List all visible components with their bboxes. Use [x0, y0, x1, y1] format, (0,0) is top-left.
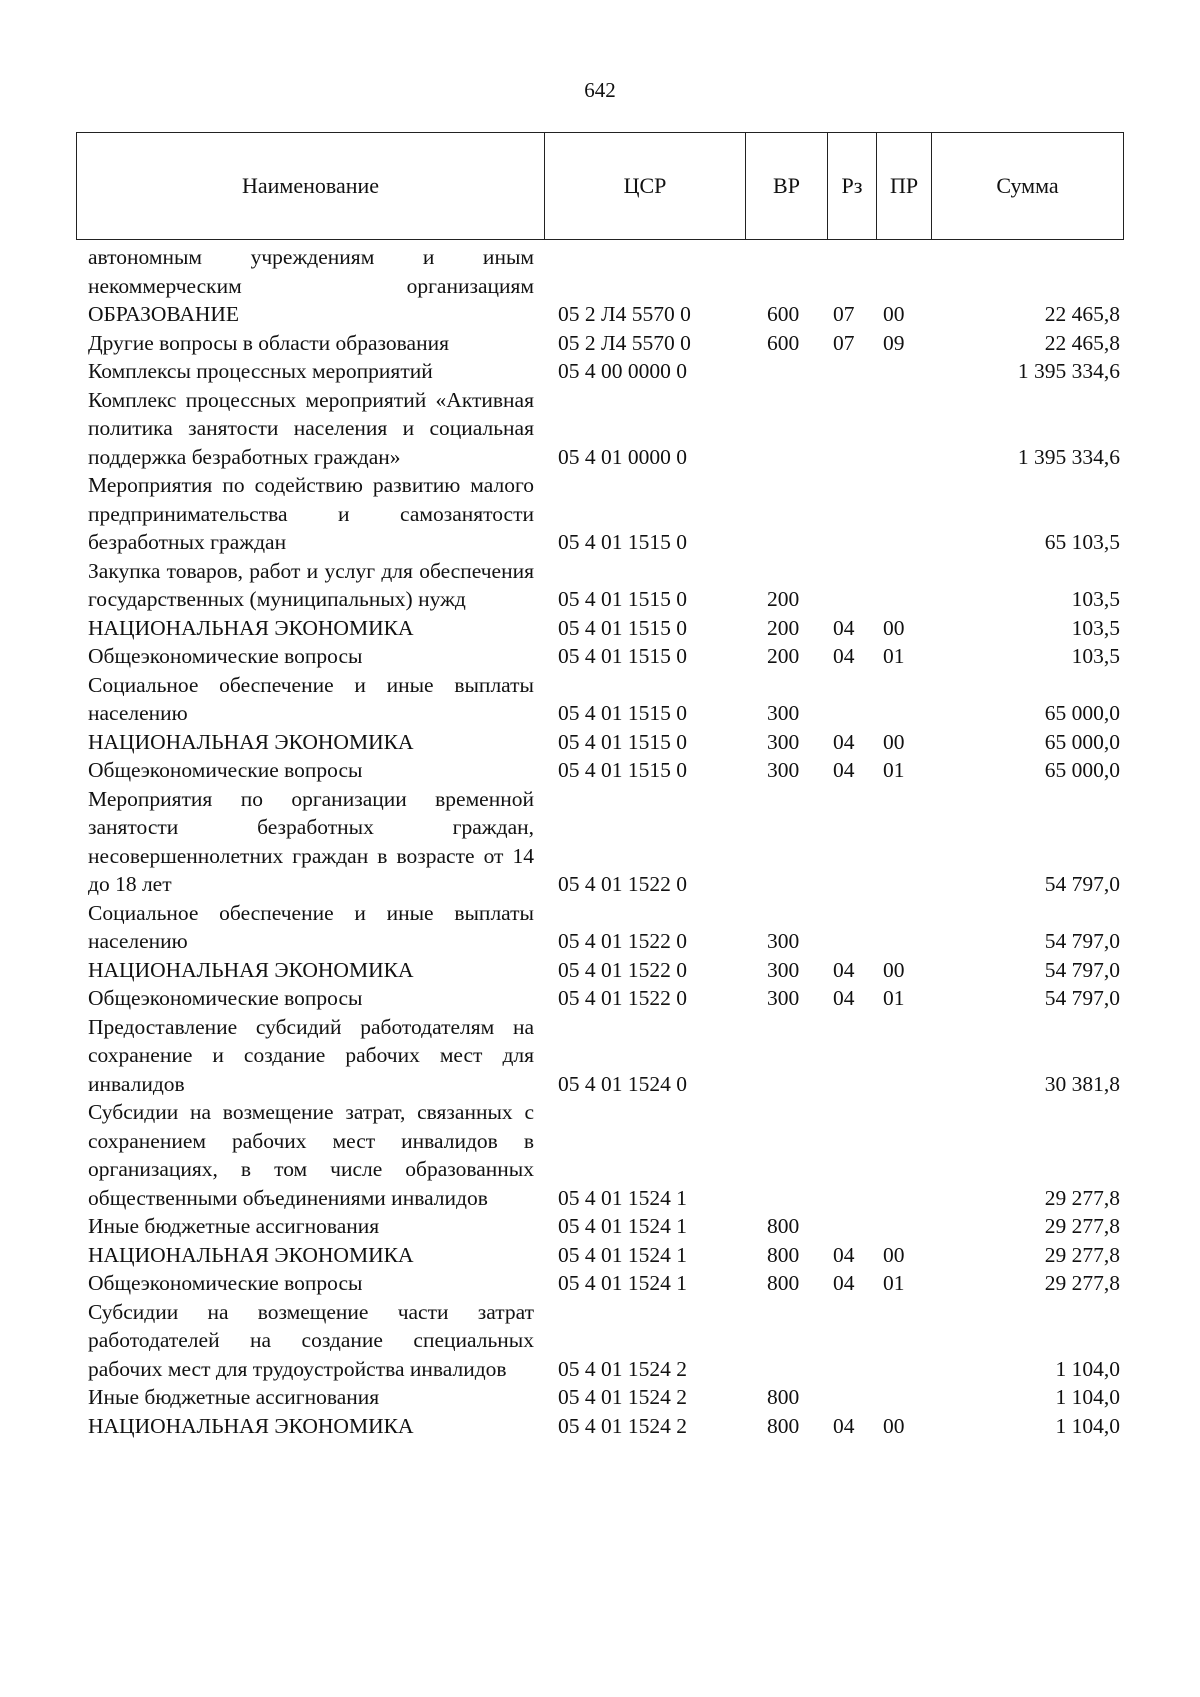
- row-sum: 65 000,0: [1044, 729, 1120, 754]
- row-rz: 07: [833, 302, 855, 326]
- row-name: НАЦИОНАЛЬНАЯ ЭКОНОМИКА: [88, 615, 414, 640]
- table-row: [88, 1412, 1120, 1441]
- row-name: НАЦИОНАЛЬНАЯ ЭКОНОМИКА: [88, 957, 414, 982]
- row-rz: 04: [833, 986, 855, 1010]
- row-vr: 300: [767, 957, 800, 982]
- row-csr: 05 4 01 0000 0: [558, 444, 687, 469]
- header-rz: Рз: [828, 133, 877, 239]
- row-pr: 00: [883, 615, 905, 640]
- row-sum: 29 277,8: [1044, 1185, 1120, 1210]
- row-csr: 05 2 Л4 5570 0: [558, 302, 691, 326]
- header-sum: Сумма: [996, 173, 1059, 198]
- row-name: НАЦИОНАЛЬНАЯ ЭКОНОМИКА: [88, 1413, 414, 1438]
- row-sum: 29 277,8: [1044, 1214, 1120, 1238]
- row-sum: 1 104,0: [1055, 1385, 1120, 1409]
- row-vr: 800: [767, 1214, 800, 1238]
- table-row: [88, 642, 1120, 671]
- row-vr: 800: [767, 1413, 800, 1438]
- header-vr: ВР: [746, 133, 828, 239]
- table-row: [88, 1241, 1120, 1270]
- row-name: Общеэкономические вопросы: [88, 644, 363, 668]
- table-row: [88, 300, 1120, 329]
- row-name: Иные бюджетные ассигнования: [88, 1385, 380, 1409]
- row-sum: 54 797,0: [1044, 872, 1120, 896]
- table-row: [88, 899, 1120, 956]
- row-name: Комплексы процессных мероприятий: [88, 359, 433, 383]
- row-name: Социальное обеспечение и иные выплаты населению: [88, 672, 534, 725]
- row-sum: 22 465,8: [1044, 330, 1120, 355]
- table-row: [88, 614, 1120, 643]
- table-row: [88, 557, 1120, 614]
- row-pr: 01: [883, 1271, 905, 1295]
- row-vr: 300: [767, 986, 800, 1010]
- row-csr: 05 4 01 1524 1: [558, 1271, 687, 1295]
- table-body: [88, 243, 1120, 1440]
- table-row: [88, 728, 1120, 757]
- row-sum: 54 797,0: [1044, 929, 1120, 953]
- row-pr: 01: [883, 644, 905, 668]
- row-sum: 29 277,8: [1044, 1242, 1120, 1267]
- table-row: [88, 243, 1120, 300]
- table-row: [88, 785, 1120, 899]
- row-name: Мероприятия по содействию развитию малого предпринимательства и самозанятости безработных граждан: [88, 473, 534, 554]
- row-sum: 1 104,0: [1055, 1413, 1120, 1438]
- table-row: [88, 357, 1120, 386]
- row-sum: 103,5: [1071, 644, 1120, 668]
- row-name: Закупка товаров, работ и услуг для обеспечения государственных (муниципальных) нужд: [88, 558, 534, 611]
- row-rz: 04: [833, 1413, 855, 1438]
- row-sum: 103,5: [1071, 615, 1120, 640]
- row-csr: 05 4 00 0000 0: [558, 359, 687, 383]
- row-name: Общеэкономические вопросы: [88, 758, 363, 782]
- row-name: Субсидии на возмещение части затрат работодателей на создание специальных рабочих мест для трудоустройства инвалидов: [88, 1299, 534, 1381]
- table-row: [88, 756, 1120, 785]
- table-row: [88, 984, 1120, 1013]
- row-pr: 01: [883, 986, 905, 1010]
- row-sum: 65 000,0: [1044, 758, 1120, 782]
- row-sum: 54 797,0: [1044, 957, 1120, 982]
- row-rz: 04: [833, 729, 855, 754]
- row-csr: 05 4 01 1524 1: [558, 1214, 687, 1238]
- row-csr: 05 4 01 1524 1: [558, 1242, 687, 1267]
- row-sum: 30 381,8: [1044, 1071, 1120, 1096]
- row-vr: 300: [767, 758, 800, 782]
- table-row: [88, 329, 1120, 358]
- row-csr: 05 4 01 1522 0: [558, 957, 687, 982]
- row-csr: 05 4 01 1515 0: [558, 530, 687, 554]
- table-header: [76, 132, 1124, 240]
- row-vr: 300: [767, 729, 800, 754]
- row-vr: 800: [767, 1271, 800, 1295]
- row-pr: 00: [883, 1413, 905, 1438]
- table-row: [88, 671, 1120, 728]
- row-pr: 00: [883, 302, 905, 326]
- row-name: НАЦИОНАЛЬНАЯ ЭКОНОМИКА: [88, 729, 414, 754]
- row-rz: 07: [833, 330, 855, 355]
- row-vr: 200: [767, 644, 800, 668]
- row-csr: 05 4 01 1515 0: [558, 644, 687, 668]
- row-csr: 05 4 01 1524 2: [558, 1356, 687, 1381]
- row-pr: 00: [883, 957, 905, 982]
- row-pr: 01: [883, 758, 905, 782]
- row-vr: 600: [767, 330, 800, 355]
- header-name: Наименование: [77, 133, 545, 239]
- row-csr: 05 4 01 1515 0: [558, 729, 687, 754]
- row-name: Предоставление субсидий работодателям на сохранение и создание рабочих мест для инвалидов: [88, 1014, 534, 1096]
- row-name: Другие вопросы в области образования: [88, 330, 449, 355]
- row-vr: 200: [767, 615, 800, 640]
- row-rz: 04: [833, 758, 855, 782]
- row-csr: 05 4 01 1524 1: [558, 1185, 687, 1210]
- row-sum: 65 000,0: [1044, 701, 1120, 725]
- row-csr: 05 4 01 1522 0: [558, 986, 687, 1010]
- row-rz: 04: [833, 1242, 855, 1267]
- row-sum: 1 395 334,6: [1017, 444, 1120, 469]
- row-csr: 05 4 01 1522 0: [558, 872, 687, 896]
- row-sum: 22 465,8: [1044, 302, 1120, 326]
- row-name: Комплекс процессных мероприятий «Активная политика занятости населения и социальная поддержка безработных граждан»: [88, 387, 534, 469]
- row-name: Общеэкономические вопросы: [88, 1271, 363, 1295]
- row-csr: 05 4 01 1524 2: [558, 1413, 687, 1438]
- row-sum: 54 797,0: [1044, 986, 1120, 1010]
- row-vr: 600: [767, 302, 800, 326]
- table-row: [88, 1298, 1120, 1384]
- row-rz: 04: [833, 1271, 855, 1295]
- row-csr: 05 4 01 1522 0: [558, 929, 687, 953]
- row-pr: 09: [883, 330, 905, 355]
- row-vr: 800: [767, 1385, 800, 1409]
- row-sum: 65 103,5: [1044, 530, 1120, 554]
- row-name: автономным учреждениям и иным некоммерческим организациям: [88, 245, 534, 298]
- header-csr: ЦСР: [545, 133, 746, 239]
- header-pr: ПР: [877, 133, 932, 239]
- table-row: [88, 1269, 1120, 1298]
- row-csr: 05 4 01 1515 0: [558, 758, 687, 782]
- row-name: ОБРАЗОВАНИЕ: [88, 302, 240, 326]
- row-pr: 00: [883, 729, 905, 754]
- table-row: [88, 1013, 1120, 1099]
- page-number: 642: [584, 78, 616, 102]
- row-name: Иные бюджетные ассигнования: [88, 1214, 380, 1238]
- row-rz: 04: [833, 615, 855, 640]
- row-csr: 05 4 01 1515 0: [558, 615, 687, 640]
- row-vr: 300: [767, 701, 800, 725]
- table-row: [88, 1212, 1120, 1241]
- row-sum: 1 104,0: [1055, 1356, 1120, 1381]
- row-rz: 04: [833, 957, 855, 982]
- row-sum: 29 277,8: [1044, 1271, 1120, 1295]
- row-name: Мероприятия по организации временной занятости безработных граждан, несовершеннолетних граждан в возрасте от 14 до 18 лет: [88, 786, 534, 896]
- row-csr: 05 4 01 1524 0: [558, 1071, 687, 1096]
- row-csr: 05 2 Л4 5570 0: [558, 330, 691, 355]
- row-vr: 800: [767, 1242, 800, 1267]
- row-name: НАЦИОНАЛЬНАЯ ЭКОНОМИКА: [88, 1242, 414, 1267]
- row-rz: 04: [833, 644, 855, 668]
- table-row: [88, 956, 1120, 985]
- row-csr: 05 4 01 1515 0: [558, 587, 687, 611]
- table-row: [88, 471, 1120, 557]
- row-csr: 05 4 01 1515 0: [558, 701, 687, 725]
- table-row: [88, 386, 1120, 472]
- table-row: [88, 1383, 1120, 1412]
- row-vr: 200: [767, 587, 800, 611]
- row-csr: 05 4 01 1524 2: [558, 1385, 687, 1409]
- row-name: Общеэкономические вопросы: [88, 986, 363, 1010]
- row-name: Социальное обеспечение и иные выплаты населению: [88, 900, 534, 953]
- row-sum: 103,5: [1071, 587, 1120, 611]
- table-row: [88, 1098, 1120, 1212]
- row-pr: 00: [883, 1242, 905, 1267]
- row-vr: 300: [767, 929, 800, 953]
- row-name: Субсидии на возмещение затрат, связанных с сохранением рабочих мест инвалидов в организациях, в том числе образованных общественными объединениями инвалидов: [88, 1100, 534, 1210]
- row-sum: 1 395 334,6: [1017, 359, 1120, 383]
